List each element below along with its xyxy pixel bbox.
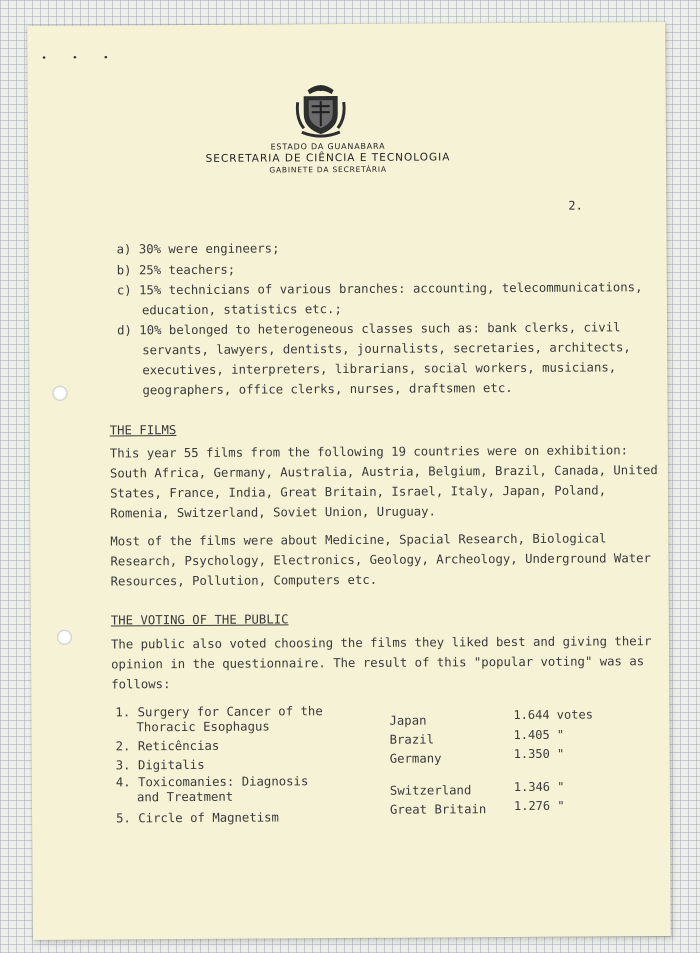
result-3-country: Germany xyxy=(389,751,442,766)
result-3-title: 3. Digitalis xyxy=(115,757,205,773)
corner-marks: • • • xyxy=(41,53,119,64)
document-page xyxy=(27,22,671,940)
page-number: 2. xyxy=(568,198,583,213)
result-4-country: Switzerland xyxy=(389,783,472,798)
list-item-d-line4: geographers, office clerks, nurses, draftsmen etc. xyxy=(142,380,513,398)
result-5-country: Great Britain xyxy=(389,802,487,817)
voting-heading: THE VOTING OF THE PUBLIC xyxy=(110,612,289,628)
list-item-a: a) 30% were engineers; xyxy=(116,241,280,257)
result-4-title-line1: 4. Toxicomanies: Diagnosis xyxy=(115,774,309,790)
result-1-votes: 1.644 votes xyxy=(513,707,593,722)
result-1-country: Japan xyxy=(389,713,427,728)
films-heading: THE FILMS xyxy=(109,423,177,438)
films-paragraph-2-line3: Resources, Pollution, Computers etc. xyxy=(110,572,378,589)
result-5-votes: 1.276 " xyxy=(513,798,565,813)
result-2-votes: 1.405 " xyxy=(513,727,565,742)
result-4-title-line2: and Treatment xyxy=(136,789,234,805)
list-item-c-line1: c) 15% technicians of various branches: accounting, telecommunications, xyxy=(116,280,643,298)
letterhead xyxy=(168,141,488,175)
coat-of-arms-icon xyxy=(296,82,346,138)
voting-paragraph-line1: The public also voted choosing the films they liked best and giving their xyxy=(110,634,652,652)
letterhead-office: GABINETE DA SECRETÁRIA xyxy=(269,164,387,175)
films-paragraph-1-line4: Romenia, Switzerland, Soviet Union, Uruguay. xyxy=(110,504,436,521)
voting-paragraph-line3: follows: xyxy=(111,677,171,692)
voting-paragraph-line2: opinion in the questionnaire. The result of this "popular voting" was as xyxy=(111,654,645,672)
list-item-d-line1: d) 10% belonged to heterogeneous classes such as: bank clerks, civil xyxy=(117,320,621,338)
films-paragraph-1-line1: This year 55 films from the following 19 countries were on exhibition: xyxy=(109,443,629,461)
letterhead-state: ESTADO DA GUANABARA xyxy=(270,141,386,152)
list-item-b: b) 25% teachers; xyxy=(116,262,236,278)
films-paragraph-1-line2: South Africa, Germany, Australia, Austria, Belgium, Brazil, Canada, United xyxy=(109,463,658,481)
letterhead-secretariat: SECRETARIA DE CIÊNCIA E TECNOLOGIA xyxy=(205,151,451,165)
films-paragraph-1-line3: States, France, India, Great Britain, Israel, Italy, Japan, Poland, xyxy=(110,483,607,501)
result-2-country: Brazil xyxy=(389,732,435,747)
list-item-c-line2: education, statistics etc.; xyxy=(141,302,342,318)
punch-hole-bottom xyxy=(57,630,72,645)
punch-hole-top xyxy=(52,386,67,401)
result-2-title: 2. Reticências xyxy=(115,738,220,754)
result-1-title-line2: Thoracic Esophagus xyxy=(136,719,270,735)
films-paragraph-2-line2: Research, Psychology, Electronics, Geology, Archeology, Underground Water xyxy=(110,551,651,569)
result-4-votes: 1.346 " xyxy=(513,779,565,794)
list-item-d-line3: executives, interpreters, librarians, social workers, musicians, xyxy=(142,360,617,378)
result-1-title-line1: 1. Surgery for Cancer of the xyxy=(115,704,323,720)
result-3-votes: 1.350 " xyxy=(513,746,565,761)
list-item-d-line2: servants, lawyers, dentists, journalists, secretaries, architects, xyxy=(142,340,631,358)
result-5-title: 5. Circle of Magnetism xyxy=(116,810,279,826)
films-paragraph-2-line1: Most of the films were about Medicine, Spacial Research, Biological xyxy=(110,531,607,549)
